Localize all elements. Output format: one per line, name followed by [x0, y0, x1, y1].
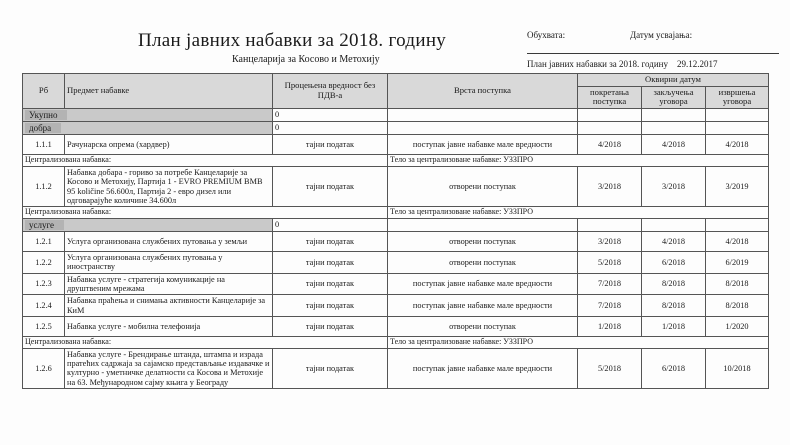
- note-right: Тело за централизоване набавке: УЗЗПРО: [388, 207, 769, 219]
- row-date2: 3/2018: [642, 166, 706, 206]
- note-left: Централизована набавка:: [23, 155, 388, 167]
- row-date1: 4/2018: [578, 135, 642, 155]
- row-value: тајни податак: [273, 316, 388, 336]
- row-subject: Услуга организована службених путовања у земљи: [65, 232, 273, 252]
- row-subject: Набавка услуге - мобилна телефонија: [65, 316, 273, 336]
- row-value: тајни податак: [273, 135, 388, 155]
- row-rb: 1.2.6: [23, 348, 65, 388]
- row-date2: 6/2018: [642, 252, 706, 274]
- empty-cell: [578, 121, 642, 134]
- row-date3: 3/2019: [706, 166, 769, 206]
- empty-cell: [706, 121, 769, 134]
- row-date3: 1/2020: [706, 316, 769, 336]
- row-date3: 8/2018: [706, 273, 769, 295]
- table-note-row: [23, 336, 769, 348]
- row-subject: Услуга организована службених путовања у иностранству: [65, 252, 273, 274]
- group-label: [23, 108, 273, 121]
- table-row: [23, 295, 769, 317]
- table-note-row: [23, 155, 769, 167]
- procurement-plan-table: [22, 73, 769, 389]
- row-date3: 10/2018: [706, 348, 769, 388]
- row-date1: 5/2018: [578, 252, 642, 274]
- row-procedure: отворени поступак: [388, 232, 578, 252]
- column-header-date1: покретања поступка: [578, 86, 642, 108]
- header-meta: [527, 30, 779, 69]
- row-procedure: отворени поступак: [388, 166, 578, 206]
- empty-cell: [578, 108, 642, 121]
- row-date1: 1/2018: [578, 316, 642, 336]
- row-rb: 1.2.5: [23, 316, 65, 336]
- row-procedure: поступак јавне набавке мале вредности: [388, 273, 578, 295]
- table-row: [23, 273, 769, 295]
- group-value: 0: [273, 219, 388, 232]
- note-left: Централизована набавка:: [23, 207, 388, 219]
- row-rb: 1.1.1: [23, 135, 65, 155]
- empty-cell: [642, 219, 706, 232]
- empty-cell: [388, 219, 578, 232]
- row-rb: 1.2.2: [23, 252, 65, 274]
- column-header-date3: извршења уговора: [706, 86, 769, 108]
- row-value: тајни податак: [273, 166, 388, 206]
- empty-cell: [388, 108, 578, 121]
- table-row: [23, 135, 769, 155]
- row-date3: 4/2018: [706, 135, 769, 155]
- row-rb: 1.2.1: [23, 232, 65, 252]
- row-subject: Рачунарска опрема (хардвер): [65, 135, 273, 155]
- empty-cell: [642, 108, 706, 121]
- group-tag: услуге: [25, 220, 64, 230]
- empty-cell: [706, 219, 769, 232]
- group-value: 0: [273, 121, 388, 134]
- row-procedure: отворени поступак: [388, 252, 578, 274]
- empty-cell: [706, 108, 769, 121]
- obuhvata-underline: [527, 40, 630, 54]
- row-date2: 8/2018: [642, 273, 706, 295]
- row-date2: 4/2018: [642, 135, 706, 155]
- table-row: [23, 232, 769, 252]
- row-date1: 7/2018: [578, 273, 642, 295]
- row-date2: 6/2018: [642, 348, 706, 388]
- datum-label: Датум усвајања:: [630, 30, 693, 40]
- group-value: 0: [273, 108, 388, 121]
- row-subject: Набавка услуге - стратегија комуникације на друштвеним мрежама: [65, 273, 273, 295]
- group-tag: Укупно: [25, 110, 67, 120]
- row-procedure: поступак јавне набавке мале вредности: [388, 348, 578, 388]
- datum-underline: [630, 40, 779, 54]
- table-row: [23, 348, 769, 388]
- row-procedure: поступак јавне набавке мале вредности: [388, 135, 578, 155]
- page-subtitle: Канцеларија за Косово и Метохију: [232, 54, 380, 65]
- column-header-rb: Рб: [23, 74, 65, 109]
- column-header-date2: закључења уговора: [642, 86, 706, 108]
- table-row: [23, 166, 769, 206]
- row-date3: 4/2018: [706, 232, 769, 252]
- note-right: Тело за централизоване набавке: УЗЗПРО: [388, 155, 769, 167]
- column-header-subject: Предмет набавке: [65, 74, 273, 109]
- row-date2: 4/2018: [642, 232, 706, 252]
- group-tag: добра: [25, 123, 61, 133]
- note-left: Централизована набавка:: [23, 336, 388, 348]
- row-date3: 6/2019: [706, 252, 769, 274]
- row-rb: 1.1.2: [23, 166, 65, 206]
- row-value: тајни податак: [273, 232, 388, 252]
- table-row: [23, 219, 769, 232]
- row-rb: 1.2.3: [23, 273, 65, 295]
- row-date2: 1/2018: [642, 316, 706, 336]
- row-date2: 8/2018: [642, 295, 706, 317]
- table-row: [23, 252, 769, 274]
- row-rb: 1.2.4: [23, 295, 65, 317]
- row-procedure: поступак јавне набавке мале вредности: [388, 295, 578, 317]
- column-header-value: Процењена вредност без ПДВ-а: [273, 74, 388, 109]
- row-procedure: отворени поступак: [388, 316, 578, 336]
- row-subject: Набавка праћења и снимања активности Канцеларије за КиМ: [65, 295, 273, 317]
- row-date3: 8/2018: [706, 295, 769, 317]
- datum-value: 29.12.2017: [677, 59, 718, 69]
- group-label: [23, 219, 273, 232]
- column-header-dates-group: Оквирни датум: [578, 74, 769, 87]
- column-header-procedure: Врста поступка: [388, 74, 578, 109]
- note-right: Тело за централизоване набавке: УЗЗПРО: [388, 336, 769, 348]
- obuhvata-label: Обухвата:: [527, 30, 566, 40]
- row-value: тајни податак: [273, 252, 388, 274]
- row-value: тајни податак: [273, 295, 388, 317]
- row-date1: 7/2018: [578, 295, 642, 317]
- table-note-row: [23, 207, 769, 219]
- row-date1: 3/2018: [578, 166, 642, 206]
- obuhvata-value: План јавних набавки за 2018. годину: [527, 59, 668, 69]
- row-value: тајни податак: [273, 348, 388, 388]
- group-label: [23, 121, 273, 134]
- table-row: [23, 108, 769, 121]
- row-date1: 5/2018: [578, 348, 642, 388]
- table-row: [23, 316, 769, 336]
- table-header-row: [23, 74, 769, 87]
- empty-cell: [578, 219, 642, 232]
- row-subject: Набавка добара - гориво за потребе Канцеларије за Косово и Метохију, Партија 1 - EVRO PREMIUM BMB 95 količine 56.600л, Партија 2 - евро дизел или одговарајуће количине 34.600л: [65, 166, 273, 206]
- empty-cell: [388, 121, 578, 134]
- row-value: тајни податак: [273, 273, 388, 295]
- page-title: План јавних набавки за 2018. годину: [138, 30, 447, 51]
- table-row: [23, 121, 769, 134]
- row-date1: 3/2018: [578, 232, 642, 252]
- empty-cell: [642, 121, 706, 134]
- row-subject: Набавка услуге - Брендирање штанда, штампа и израда пратећих садржаја за сајамско представљање издавачке и културно - уметничке делатности са Косова и Метохије на 63. Међународном сајму књига у Београду: [65, 348, 273, 388]
